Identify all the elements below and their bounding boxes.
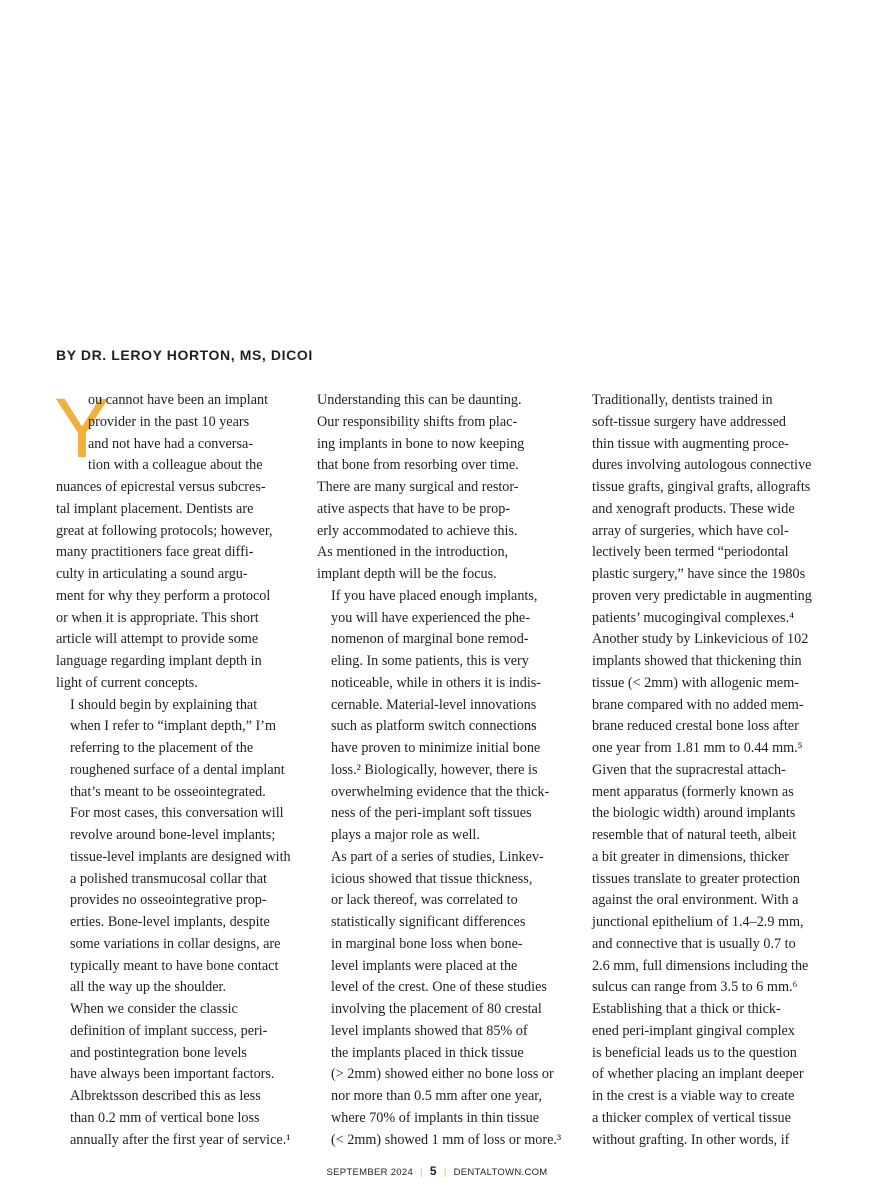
text-line: There are many surgical and restor- — [317, 479, 519, 495]
text-line: tissue (< 2mm) with allogenic mem- — [592, 674, 799, 691]
text-line: and postintegration bone levels — [70, 1044, 247, 1061]
text-line: thin tissue with augmenting proce- — [592, 435, 790, 452]
text-line: ative aspects that have to be prop- — [317, 500, 511, 517]
text-line: all the way up the shoulder. — [70, 979, 227, 996]
paragraph — [317, 847, 561, 1152]
text-line: many practitioners face great diffi- — [56, 544, 254, 561]
page-number: 5 — [429, 1164, 437, 1178]
text-line: where 70% of implants in thin tissue — [331, 1109, 540, 1126]
text-line: some variations in collar designs, are — [70, 935, 281, 952]
text-line: 2.6 mm, full dimensions including the — [592, 957, 809, 974]
text-line: annually after the first year of service.¹ — [70, 1131, 291, 1148]
text-line: Given that the supracrestal attach- — [592, 761, 786, 778]
text-line: implant depth will be the focus. — [317, 566, 497, 582]
paragraph — [317, 390, 561, 586]
text-line: erties. Bone-level implants, despite — [70, 914, 270, 930]
text-line: tion with a colleague about the — [88, 457, 263, 474]
text-line: typically meant to have bone contact — [70, 957, 279, 974]
text-line: overwhelming evidence that the thick- — [331, 783, 550, 800]
text-line: definition of implant success, peri- — [70, 1022, 268, 1039]
text-line: level implants showed that 85% of — [331, 1022, 528, 1039]
text-line: ened peri-implant gingival complex — [592, 1022, 795, 1039]
text-line: erly accommodated to achieve this. — [317, 522, 518, 539]
text-line: provider in the past 10 years — [88, 413, 250, 430]
text-line: level of the crest. One of these studies — [331, 979, 547, 996]
issue-date: SEPTEMBER 2024 — [326, 1167, 414, 1178]
text-line: lectively been termed “periodontal — [592, 544, 789, 561]
text-line: great at following protocols; however, — [56, 522, 273, 539]
text-line: revolve around bone-level implants; — [70, 827, 276, 843]
text-line: When we consider the classic — [70, 1001, 238, 1017]
text-line: (> 2mm) showed either no bone loss or — [331, 1066, 554, 1083]
text-line: tissue-level implants are designed with — [70, 848, 291, 865]
text-line: against the oral environment. With a — [592, 892, 799, 909]
text-line: is beneficial leads us to the question — [592, 1044, 797, 1061]
text-line: and not have had a conversa- — [88, 435, 254, 452]
text-line: Albrektsson described this as less — [70, 1088, 261, 1104]
text-line: cernable. Material-level innovations — [331, 696, 537, 713]
text-line: language regarding implant depth in — [56, 653, 262, 669]
paragraph — [317, 586, 561, 847]
text-line: ou cannot have been an implant — [88, 392, 269, 408]
text-line: that’s meant to be osseointegrated. — [70, 783, 266, 800]
paragraph — [54, 381, 300, 695]
text-line: or lack thereof, was correlated to — [331, 892, 518, 909]
paragraph — [578, 999, 822, 1151]
text-line: junctional epithelium of 1.4–2.9 mm, — [592, 914, 804, 930]
text-line: in the crest is a viable way to create — [592, 1088, 795, 1104]
text-line: icious showed that tissue thickness, — [331, 870, 533, 887]
text-line: a thicker complex of vertical tissue — [592, 1109, 791, 1126]
text-line: ment apparatus (formerly known as — [592, 783, 794, 800]
text-line: or when it is appropriate. This short — [56, 609, 259, 626]
byline: BY DR. LEROY HORTON, MS, DICOI — [56, 347, 313, 363]
text-line: statistically significant differences — [331, 914, 526, 930]
text-line: roughened surface of a dental implant — [70, 761, 285, 778]
text-line: level implants were placed at the — [331, 957, 518, 974]
paragraph — [578, 760, 822, 999]
text-line: in marginal bone loss when bone- — [331, 935, 523, 952]
text-line: patients’ mucogingival complexes.⁴ — [592, 609, 795, 626]
text-line: sulcus can range from 3.5 to 6 mm.⁶ — [592, 979, 798, 996]
text-line: when I refer to “implant depth,” I’m — [70, 718, 277, 735]
text-line: If you have placed enough implants, — [331, 587, 538, 604]
text-line: without grafting. In other words, if — [592, 1131, 790, 1148]
paragraph — [56, 695, 300, 1000]
text-line: array of surgeries, which have col- — [592, 522, 789, 539]
text-line: proven very predictable in augmenting — [592, 587, 812, 604]
text-line: loss.² Biologically, however, there is — [331, 761, 538, 778]
text-line: eling. In some patients, this is very — [331, 653, 529, 669]
text-line: tissues translate to greater protection — [592, 870, 801, 887]
paragraph — [578, 390, 822, 760]
text-line: plastic surgery,” have since the 1980s — [592, 566, 806, 582]
text-line: culty in articulating a sound argu- — [56, 566, 248, 582]
text-line: nuances of epicrestal versus subcres- — [56, 479, 266, 495]
text-line: I should begin by explaining that — [70, 696, 258, 713]
page-footer: SEPTEMBER 2024 | 5 | DENTALTOWN.COM — [326, 1164, 548, 1178]
text-line: tissue grafts, gingival grafts, allografts — [592, 479, 811, 495]
text-line: Traditionally, dentists trained in — [592, 392, 773, 408]
text-line: the biologic width) around implants — [592, 805, 796, 822]
text-line: of whether placing an implant deeper — [592, 1066, 804, 1083]
text-line: soft-tissue surgery have addressed — [592, 413, 786, 430]
text-line: have always been important factors. — [70, 1066, 275, 1083]
text-line: As mentioned in the introduction, — [317, 544, 509, 561]
text-line: nor more than 0.5 mm after one year, — [331, 1088, 542, 1104]
text-line: ment for why they perform a protocol — [56, 587, 271, 604]
text-line: ness of the peri-implant soft tissues — [331, 805, 532, 822]
text-line: nomenon of marginal bone remod- — [331, 631, 529, 648]
text-line: that bone from resorbing over time. — [317, 457, 519, 474]
paragraph — [56, 999, 300, 1151]
text-line: Establishing that a thick or thick- — [592, 1001, 781, 1017]
text-line: Our responsibility shifts from plac- — [317, 413, 518, 430]
text-line: you will have experienced the phe- — [331, 609, 530, 626]
text-line: have proven to minimize initial bone — [331, 740, 541, 756]
text-line: noticeable, while in others it is indis- — [331, 674, 542, 691]
text-line: referring to the placement of the — [70, 740, 254, 756]
text-line: brane compared with no added mem- — [592, 696, 804, 713]
drop-cap: Y — [54, 381, 111, 475]
article-column-3 — [578, 390, 822, 1151]
article-column-2 — [317, 390, 561, 1151]
text-line: such as platform switch connections — [331, 718, 537, 735]
text-line: For most cases, this conversation will — [70, 805, 284, 822]
text-line: involving the placement of 80 crestal — [331, 1001, 542, 1017]
text-line: dures involving autologous connective — [592, 457, 812, 474]
text-line: article will attempt to provide some — [56, 631, 259, 648]
text-line: the implants placed in thick tissue — [331, 1044, 524, 1061]
text-line: Understanding this can be daunting. — [317, 392, 522, 408]
text-line: As part of a series of studies, Linkev- — [331, 848, 544, 865]
text-line: resemble that of natural teeth, albeit — [592, 827, 797, 843]
text-line: Another study by Linkevicious of 102 — [592, 631, 809, 648]
text-line: than 0.2 mm of vertical bone loss — [70, 1109, 260, 1126]
text-line: and connective that is usually 0.7 to — [592, 935, 796, 952]
site-name: DENTALTOWN.COM — [453, 1167, 548, 1178]
text-line: plays a major role as well. — [331, 827, 480, 843]
text-line: ing implants in bone to now keeping — [317, 435, 525, 452]
text-line: one year from 1.81 mm to 0.44 mm.⁵ — [592, 740, 803, 756]
text-line: a polished transmucosal collar that — [70, 870, 267, 887]
text-line: light of current concepts. — [56, 674, 198, 691]
text-line: tal implant placement. Dentists are — [56, 500, 254, 517]
text-line: (< 2mm) showed 1 mm of loss or more.³ — [331, 1131, 562, 1148]
article-column-1 — [54, 381, 300, 1151]
text-line: brane reduced crestal bone loss after — [592, 718, 799, 735]
text-line: provides no osseointegrative prop- — [70, 892, 267, 909]
text-line: a bit greater in dimensions, thicker — [592, 848, 789, 865]
text-line: and xenograft products. These wide — [592, 500, 795, 517]
text-line: implants showed that thickening thin — [592, 653, 802, 669]
